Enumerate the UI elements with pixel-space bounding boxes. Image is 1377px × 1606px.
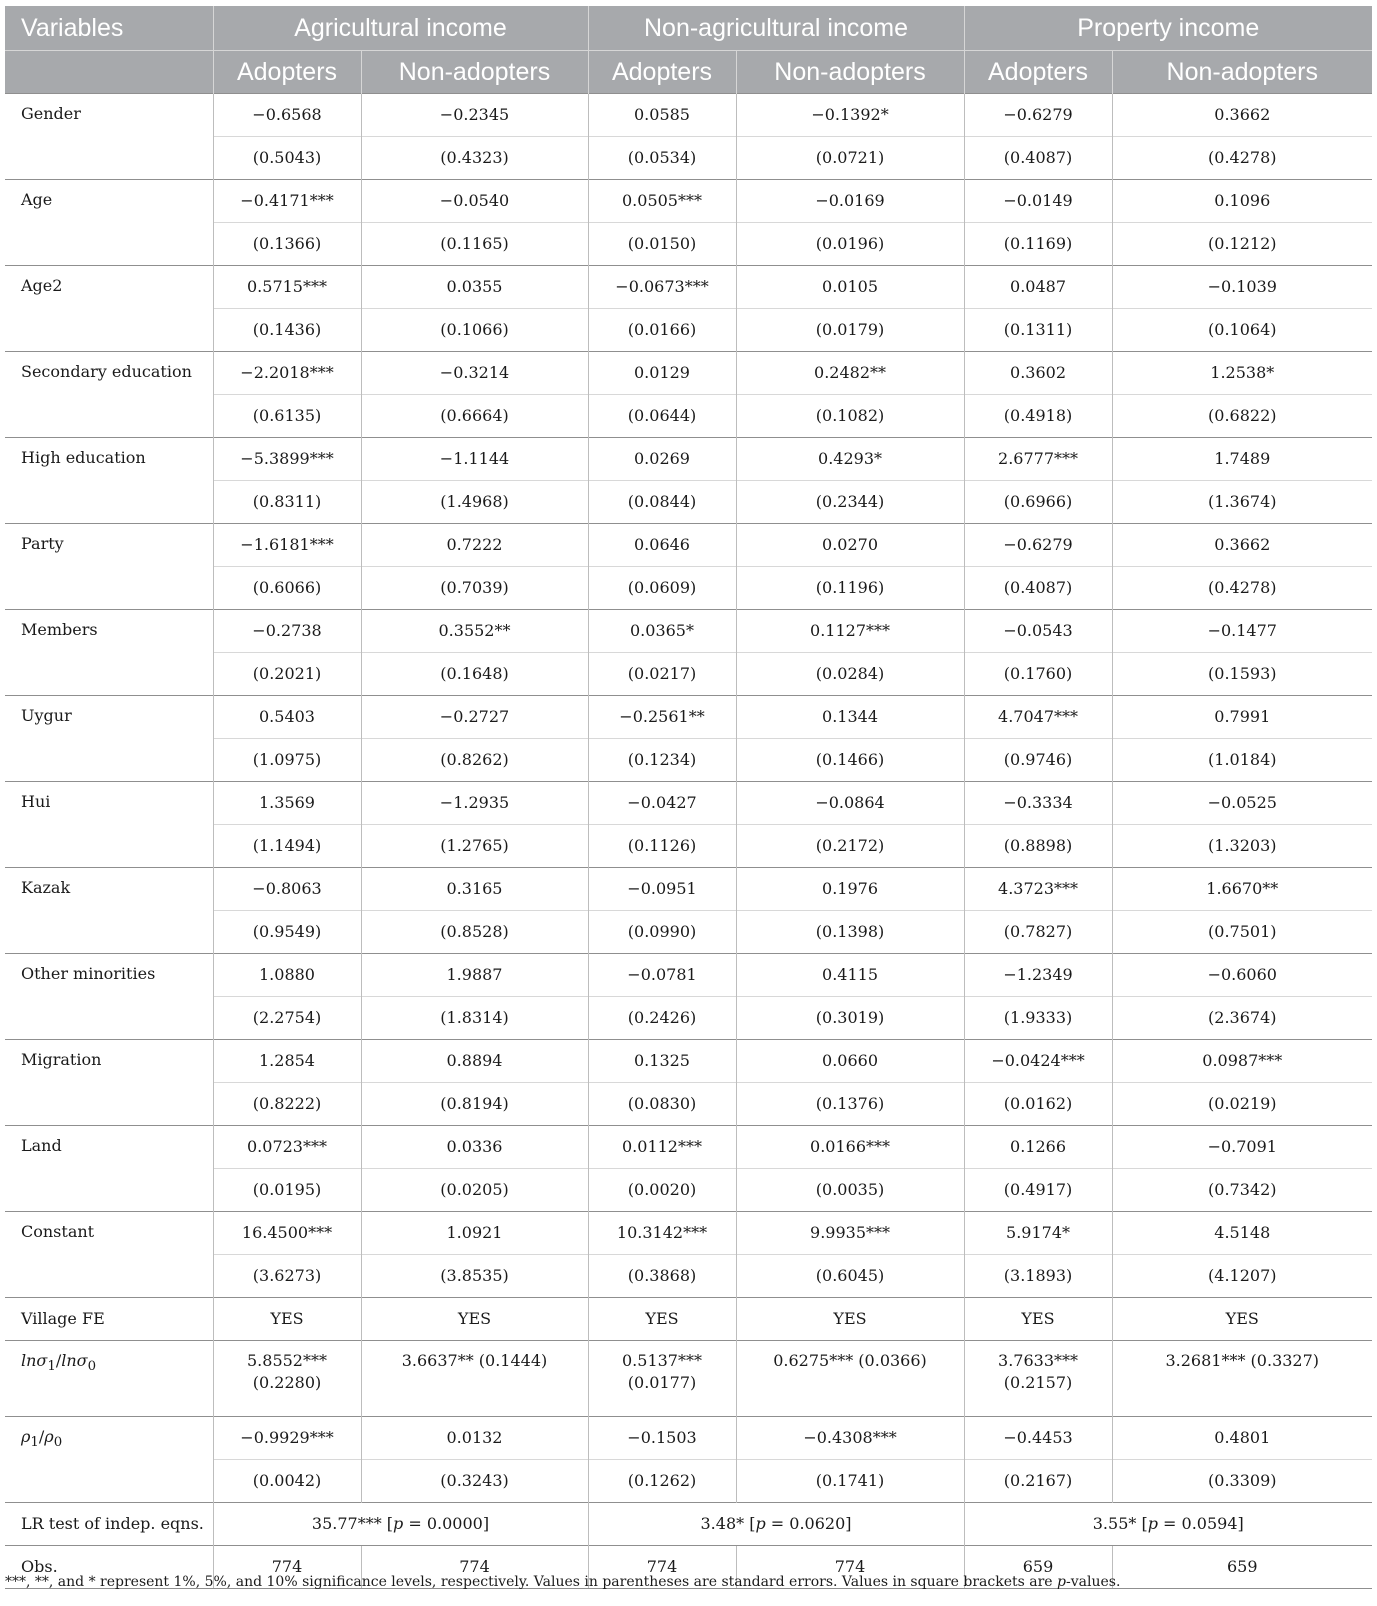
lnsigma-agri-non-adopters — [361, 1341, 588, 1417]
coef-property-adopters: −0.0424*** — [964, 1040, 1112, 1083]
rho-se-agri-non-adopters: (0.3243) — [361, 1460, 588, 1503]
row-label: Members — [5, 610, 213, 696]
coef-agri-non-adopters: −1.1144 — [361, 438, 588, 481]
row-label — [5, 1417, 213, 1503]
lnsigma-value: 0.5137*** — [622, 1351, 702, 1370]
fe-nonagri-non-adopters: YES — [736, 1298, 964, 1341]
coef-property-adopters: 0.0487 — [964, 266, 1112, 309]
slash: / — [55, 1351, 62, 1370]
coef-nonagri-non-adopters: 0.4115 — [736, 954, 964, 997]
header-variables: Variables — [5, 6, 213, 51]
lnsigma-nonagri-adopters — [588, 1341, 736, 1417]
coef-agri-adopters: −1.6181*** — [213, 524, 361, 567]
coef-agri-adopters: 1.3569 — [213, 782, 361, 825]
row-label: Constant — [5, 1212, 213, 1298]
coef-property-non-adopters: −0.0525 — [1112, 782, 1372, 825]
se-property-adopters: (0.8898) — [964, 825, 1112, 868]
lr-p: p — [1147, 1514, 1158, 1533]
se-nonagri-adopters: (0.0534) — [588, 137, 736, 180]
coef-property-adopters: 4.3723*** — [964, 868, 1112, 911]
coef-agri-non-adopters: 0.3552** — [361, 610, 588, 653]
ln-text: ln — [61, 1351, 77, 1370]
coef-property-non-adopters: 0.7991 — [1112, 696, 1372, 739]
lnsigma-property-non-adopters — [1112, 1341, 1372, 1417]
table-row — [5, 94, 1372, 137]
se-property-adopters: (0.7827) — [964, 911, 1112, 954]
coef-property-non-adopters: −0.1477 — [1112, 610, 1372, 653]
se-agri-non-adopters: (0.1648) — [361, 653, 588, 696]
se-nonagri-non-adopters: (0.1082) — [736, 395, 964, 438]
coef-agri-non-adopters: 1.0921 — [361, 1212, 588, 1255]
lnsigma-value: 5.8552*** — [247, 1351, 327, 1370]
row-label: Uygur — [5, 696, 213, 782]
footnote-end: -values. — [1066, 1574, 1121, 1590]
se-agri-non-adopters: (0.4323) — [361, 137, 588, 180]
slash: / — [38, 1427, 45, 1446]
results-table-container — [5, 6, 1372, 1589]
se-nonagri-non-adopters: (0.1376) — [736, 1083, 964, 1126]
table-row — [5, 868, 1372, 911]
coef-agri-adopters: 1.2854 — [213, 1040, 361, 1083]
sigma-text: σ — [36, 1351, 48, 1370]
coef-property-adopters: −1.2349 — [964, 954, 1112, 997]
lr-stat: 3.55* [ — [1092, 1514, 1148, 1533]
lnsigma-value: 3.2681*** (0.3327) — [1165, 1351, 1320, 1370]
lnsigma-value: 3.6637** (0.1444) — [401, 1351, 548, 1370]
se-nonagri-non-adopters: (0.0284) — [736, 653, 964, 696]
se-agri-non-adopters: (1.4968) — [361, 481, 588, 524]
coef-property-non-adopters: 1.7489 — [1112, 438, 1372, 481]
table-row — [5, 1126, 1372, 1169]
se-nonagri-non-adopters: (0.0721) — [736, 137, 964, 180]
se-nonagri-non-adopters: (0.2344) — [736, 481, 964, 524]
table-row — [5, 1040, 1372, 1083]
rho-coef-property-adopters: −0.4453 — [964, 1417, 1112, 1460]
lnsigma-value: (0.2280) — [252, 1373, 322, 1392]
se-property-adopters: (0.1760) — [964, 653, 1112, 696]
coef-nonagri-adopters: −0.0673*** — [588, 266, 736, 309]
coef-nonagri-adopters: 0.0129 — [588, 352, 736, 395]
se-property-adopters: (0.9746) — [964, 739, 1112, 782]
row-label: Party — [5, 524, 213, 610]
table-row — [5, 696, 1372, 739]
lr-p: p — [755, 1514, 766, 1533]
se-agri-non-adopters: (1.8314) — [361, 997, 588, 1040]
se-property-adopters: (3.1893) — [964, 1255, 1112, 1298]
table-row — [5, 1298, 1372, 1341]
rho-se-property-adopters: (0.2167) — [964, 1460, 1112, 1503]
se-property-adopters: (0.4087) — [964, 567, 1112, 610]
se-nonagri-adopters: (0.0644) — [588, 395, 736, 438]
header-non-agricultural-income: Non-agricultural income — [588, 6, 964, 51]
coef-agri-adopters: −0.8063 — [213, 868, 361, 911]
header-non-adopters: Non-adopters — [1112, 51, 1372, 94]
coef-agri-non-adopters: 0.0336 — [361, 1126, 588, 1169]
table-row — [5, 524, 1372, 567]
se-property-non-adopters: (2.3674) — [1112, 997, 1372, 1040]
table-row — [5, 438, 1372, 481]
rho-se-nonagri-non-adopters: (0.1741) — [736, 1460, 964, 1503]
lnsigma-nonagri-non-adopters — [736, 1341, 964, 1417]
coef-agri-non-adopters: −0.3214 — [361, 352, 588, 395]
coef-property-non-adopters: 0.3662 — [1112, 94, 1372, 137]
table-row — [5, 266, 1372, 309]
row-label: Hui — [5, 782, 213, 868]
coef-property-non-adopters: 4.5148 — [1112, 1212, 1372, 1255]
se-property-adopters: (0.4917) — [964, 1169, 1112, 1212]
lr-test-value-2 — [588, 1503, 964, 1546]
se-agri-non-adopters: (1.2765) — [361, 825, 588, 868]
coef-nonagri-non-adopters: −0.0169 — [736, 180, 964, 223]
rho-se-agri-adopters: (0.0042) — [213, 1460, 361, 1503]
fe-agri-non-adopters: YES — [361, 1298, 588, 1341]
se-nonagri-adopters: (0.1126) — [588, 825, 736, 868]
lr-stat: 35.77*** [ — [311, 1514, 394, 1533]
se-property-adopters: (0.1169) — [964, 223, 1112, 266]
se-agri-adopters: (1.0975) — [213, 739, 361, 782]
obs-nonagri-non-adopters: 774 — [736, 1546, 964, 1589]
coef-property-adopters: 2.6777*** — [964, 438, 1112, 481]
se-property-adopters: (1.9333) — [964, 997, 1112, 1040]
se-agri-adopters: (0.0195) — [213, 1169, 361, 1212]
coef-agri-adopters: 0.5403 — [213, 696, 361, 739]
se-nonagri-adopters: (0.2426) — [588, 997, 736, 1040]
se-nonagri-adopters: (0.0609) — [588, 567, 736, 610]
sub-1: 1 — [47, 1359, 56, 1375]
coef-property-adopters: −0.6279 — [964, 94, 1112, 137]
table-header — [5, 6, 1372, 94]
se-agri-adopters: (0.1366) — [213, 223, 361, 266]
se-property-non-adopters: (1.3674) — [1112, 481, 1372, 524]
coef-nonagri-adopters: −0.2561** — [588, 696, 736, 739]
coef-property-adopters: 0.3602 — [964, 352, 1112, 395]
se-nonagri-non-adopters: (0.0196) — [736, 223, 964, 266]
row-label: Age — [5, 180, 213, 266]
se-agri-adopters: (1.1494) — [213, 825, 361, 868]
lr-p: p — [393, 1514, 404, 1533]
coef-agri-adopters: −2.2018*** — [213, 352, 361, 395]
coef-agri-non-adopters: 1.9887 — [361, 954, 588, 997]
obs-nonagri-adopters: 774 — [588, 1546, 736, 1589]
fe-property-non-adopters: YES — [1112, 1298, 1372, 1341]
header-property-income: Property income — [964, 6, 1372, 51]
coef-agri-non-adopters: 0.0355 — [361, 266, 588, 309]
row-label: Secondary education — [5, 352, 213, 438]
coef-property-non-adopters: 0.1096 — [1112, 180, 1372, 223]
se-nonagri-non-adopters: (0.2172) — [736, 825, 964, 868]
coef-nonagri-adopters: 0.0585 — [588, 94, 736, 137]
table-row — [5, 1341, 1372, 1417]
coef-agri-non-adopters: −0.2345 — [361, 94, 588, 137]
coef-nonagri-non-adopters: 0.1344 — [736, 696, 964, 739]
rho-se-property-non-adopters: (0.3309) — [1112, 1460, 1372, 1503]
se-agri-non-adopters: (0.8528) — [361, 911, 588, 954]
lr-pval: = 0.0620] — [765, 1514, 852, 1533]
coef-property-non-adopters: 0.0987*** — [1112, 1040, 1372, 1083]
se-property-adopters: (0.0162) — [964, 1083, 1112, 1126]
se-agri-adopters: (2.2754) — [213, 997, 361, 1040]
table-footnote — [5, 1574, 1372, 1590]
table-row — [5, 1503, 1372, 1546]
rho-coef-nonagri-adopters: −0.1503 — [588, 1417, 736, 1460]
sigma-text: σ — [76, 1351, 88, 1370]
obs-property-adopters: 659 — [964, 1546, 1112, 1589]
coef-property-adopters: −0.3334 — [964, 782, 1112, 825]
coef-nonagri-non-adopters: 9.9935*** — [736, 1212, 964, 1255]
coef-agri-adopters: 16.4500*** — [213, 1212, 361, 1255]
coef-property-adopters: −0.0149 — [964, 180, 1112, 223]
se-property-non-adopters: (0.4278) — [1112, 137, 1372, 180]
lnsigma-value: (0.2157) — [1003, 1373, 1073, 1392]
se-agri-adopters: (0.5043) — [213, 137, 361, 180]
lr-pval: = 0.0000] — [403, 1514, 490, 1533]
lr-stat: 3.48* [ — [700, 1514, 756, 1533]
se-property-non-adopters: (0.1064) — [1112, 309, 1372, 352]
se-nonagri-adopters: (0.0150) — [588, 223, 736, 266]
table-row — [5, 782, 1372, 825]
coef-agri-adopters: 0.0723*** — [213, 1126, 361, 1169]
se-nonagri-adopters: (0.3868) — [588, 1255, 736, 1298]
se-property-adopters: (0.6966) — [964, 481, 1112, 524]
se-property-non-adopters: (1.0184) — [1112, 739, 1372, 782]
sub-0: 0 — [53, 1435, 63, 1451]
footnote-p: p — [1057, 1574, 1066, 1590]
obs-agri-adopters: 774 — [213, 1546, 361, 1589]
se-agri-adopters: (3.6273) — [213, 1255, 361, 1298]
row-label: Obs. — [5, 1546, 213, 1589]
se-agri-non-adopters: (0.8194) — [361, 1083, 588, 1126]
table-row — [5, 1417, 1372, 1460]
coef-property-non-adopters: −0.1039 — [1112, 266, 1372, 309]
se-property-non-adopters: (0.4278) — [1112, 567, 1372, 610]
header-adopters: Adopters — [588, 51, 736, 94]
lnsigma-value: 3.7633*** — [998, 1351, 1078, 1370]
table-row — [5, 352, 1372, 395]
obs-agri-non-adopters: 774 — [361, 1546, 588, 1589]
lnsigma-value: (0.0177) — [627, 1373, 697, 1392]
se-nonagri-adopters: (0.0830) — [588, 1083, 736, 1126]
se-property-non-adopters: (0.7501) — [1112, 911, 1372, 954]
lr-pval: = 0.0594] — [1157, 1514, 1244, 1533]
se-property-non-adopters: (4.1207) — [1112, 1255, 1372, 1298]
coef-nonagri-adopters: 0.0269 — [588, 438, 736, 481]
se-nonagri-adopters: (0.0990) — [588, 911, 736, 954]
coef-agri-non-adopters: −0.2727 — [361, 696, 588, 739]
rho-se-nonagri-adopters: (0.1262) — [588, 1460, 736, 1503]
se-property-adopters: (0.4087) — [964, 137, 1112, 180]
coef-nonagri-adopters: 0.0505*** — [588, 180, 736, 223]
header-adopters: Adopters — [964, 51, 1112, 94]
header-adopters: Adopters — [213, 51, 361, 94]
coef-property-non-adopters: −0.7091 — [1112, 1126, 1372, 1169]
coef-nonagri-adopters: 0.1325 — [588, 1040, 736, 1083]
se-agri-non-adopters: (0.7039) — [361, 567, 588, 610]
se-agri-non-adopters: (3.8535) — [361, 1255, 588, 1298]
coef-agri-adopters: −5.3899*** — [213, 438, 361, 481]
row-label: Village FE — [5, 1298, 213, 1341]
se-agri-non-adopters: (0.6664) — [361, 395, 588, 438]
se-agri-adopters: (0.8311) — [213, 481, 361, 524]
row-label — [5, 1341, 213, 1417]
coef-agri-adopters: −0.2738 — [213, 610, 361, 653]
coef-property-non-adopters: 1.2538* — [1112, 352, 1372, 395]
rho-coef-agri-adopters: −0.9929*** — [213, 1417, 361, 1460]
se-property-non-adopters: (1.3203) — [1112, 825, 1372, 868]
row-label: Land — [5, 1126, 213, 1212]
table-body — [5, 94, 1372, 1589]
coef-property-adopters: −0.6279 — [964, 524, 1112, 567]
coef-nonagri-non-adopters: −0.1392* — [736, 94, 964, 137]
coef-nonagri-non-adopters: 0.0270 — [736, 524, 964, 567]
sub-1: 1 — [30, 1435, 39, 1451]
se-property-non-adopters: (0.6822) — [1112, 395, 1372, 438]
se-agri-non-adopters: (0.1165) — [361, 223, 588, 266]
se-nonagri-non-adopters: (0.3019) — [736, 997, 964, 1040]
table-row — [5, 1212, 1372, 1255]
coef-nonagri-non-adopters: 0.1127*** — [736, 610, 964, 653]
se-nonagri-adopters: (0.0166) — [588, 309, 736, 352]
coef-nonagri-adopters: 0.0112*** — [588, 1126, 736, 1169]
rho-text: ρ — [44, 1427, 54, 1446]
header-blank — [5, 51, 213, 94]
lnsigma-agri-adopters — [213, 1341, 361, 1417]
coef-agri-adopters: −0.6568 — [213, 94, 361, 137]
row-label: Other minorities — [5, 954, 213, 1040]
sub-0: 0 — [87, 1359, 97, 1375]
coef-agri-adopters: 1.0880 — [213, 954, 361, 997]
se-agri-adopters: (0.8222) — [213, 1083, 361, 1126]
coef-agri-non-adopters: 0.7222 — [361, 524, 588, 567]
row-label: LR test of indep. eqns. — [5, 1503, 213, 1546]
se-property-adopters: (0.4918) — [964, 395, 1112, 438]
se-property-non-adopters: (0.1212) — [1112, 223, 1372, 266]
lnsigma-value: 0.6275*** (0.0366) — [773, 1351, 927, 1370]
coef-property-adopters: 0.1266 — [964, 1126, 1112, 1169]
coef-property-adopters: 4.7047*** — [964, 696, 1112, 739]
coef-agri-non-adopters: −1.2935 — [361, 782, 588, 825]
row-label: High education — [5, 438, 213, 524]
rho-coef-property-non-adopters: 0.4801 — [1112, 1417, 1372, 1460]
se-nonagri-adopters: (0.1234) — [588, 739, 736, 782]
se-nonagri-adopters: (0.0217) — [588, 653, 736, 696]
coef-nonagri-non-adopters: 0.0660 — [736, 1040, 964, 1083]
row-label: Migration — [5, 1040, 213, 1126]
coef-agri-non-adopters: −0.0540 — [361, 180, 588, 223]
se-agri-non-adopters: (0.0205) — [361, 1169, 588, 1212]
ln-text: ln — [21, 1351, 37, 1370]
se-nonagri-non-adopters: (0.1466) — [736, 739, 964, 782]
se-nonagri-non-adopters: (0.6045) — [736, 1255, 964, 1298]
coef-property-non-adopters: 0.3662 — [1112, 524, 1372, 567]
rho-coef-agri-non-adopters: 0.0132 — [361, 1417, 588, 1460]
se-agri-adopters: (0.2021) — [213, 653, 361, 696]
row-label: Gender — [5, 94, 213, 180]
rho-text: ρ — [21, 1427, 31, 1446]
se-agri-adopters: (0.6135) — [213, 395, 361, 438]
se-nonagri-non-adopters: (0.1398) — [736, 911, 964, 954]
se-nonagri-adopters: (0.0020) — [588, 1169, 736, 1212]
se-agri-non-adopters: (0.1066) — [361, 309, 588, 352]
coef-property-non-adopters: −0.6060 — [1112, 954, 1372, 997]
coef-nonagri-adopters: −0.0427 — [588, 782, 736, 825]
coef-nonagri-non-adopters: 0.2482** — [736, 352, 964, 395]
lnsigma-property-adopters — [964, 1341, 1112, 1417]
fe-property-adopters: YES — [964, 1298, 1112, 1341]
table-row — [5, 954, 1372, 997]
coef-property-non-adopters: 1.6670** — [1112, 868, 1372, 911]
se-property-adopters: (0.1311) — [964, 309, 1112, 352]
se-property-non-adopters: (0.1593) — [1112, 653, 1372, 696]
lr-test-value-3 — [964, 1503, 1372, 1546]
table-row — [5, 610, 1372, 653]
se-agri-adopters: (0.9549) — [213, 911, 361, 954]
row-label: Age2 — [5, 266, 213, 352]
coef-nonagri-adopters: −0.0781 — [588, 954, 736, 997]
coef-nonagri-non-adopters: 0.1976 — [736, 868, 964, 911]
se-property-non-adopters: (0.7342) — [1112, 1169, 1372, 1212]
coef-nonagri-adopters: 0.0646 — [588, 524, 736, 567]
coef-agri-adopters: −0.4171*** — [213, 180, 361, 223]
row-label: Kazak — [5, 868, 213, 954]
se-property-non-adopters: (0.0219) — [1112, 1083, 1372, 1126]
se-nonagri-non-adopters: (0.0035) — [736, 1169, 964, 1212]
coef-nonagri-non-adopters: 0.0105 — [736, 266, 964, 309]
coef-agri-non-adopters: 0.3165 — [361, 868, 588, 911]
coef-nonagri-adopters: 0.0365* — [588, 610, 736, 653]
fe-nonagri-adopters: YES — [588, 1298, 736, 1341]
results-table — [5, 6, 1372, 1589]
coef-agri-adopters: 0.5715*** — [213, 266, 361, 309]
coef-nonagri-non-adopters: 0.4293* — [736, 438, 964, 481]
coef-property-adopters: −0.0543 — [964, 610, 1112, 653]
se-agri-adopters: (0.6066) — [213, 567, 361, 610]
header-agricultural-income: Agricultural income — [213, 6, 588, 51]
coef-nonagri-adopters: 10.3142*** — [588, 1212, 736, 1255]
coef-agri-non-adopters: 0.8894 — [361, 1040, 588, 1083]
obs-property-non-adopters: 659 — [1112, 1546, 1372, 1589]
coef-nonagri-non-adopters: −0.0864 — [736, 782, 964, 825]
fe-agri-adopters: YES — [213, 1298, 361, 1341]
se-nonagri-non-adopters: (0.0179) — [736, 309, 964, 352]
coef-nonagri-adopters: −0.0951 — [588, 868, 736, 911]
table-row — [5, 180, 1372, 223]
lr-test-value-1 — [213, 1503, 588, 1546]
header-non-adopters: Non-adopters — [361, 51, 588, 94]
rho-coef-nonagri-non-adopters: −0.4308*** — [736, 1417, 964, 1460]
header-non-adopters: Non-adopters — [736, 51, 964, 94]
se-agri-adopters: (0.1436) — [213, 309, 361, 352]
se-agri-non-adopters: (0.8262) — [361, 739, 588, 782]
coef-nonagri-non-adopters: 0.0166*** — [736, 1126, 964, 1169]
se-nonagri-adopters: (0.0844) — [588, 481, 736, 524]
footnote-text: ***, **, and * represent 1%, 5%, and 10% significance levels, respectively. Values in parentheses are standard errors. Values in square brackets are — [5, 1574, 1058, 1590]
coef-property-adopters: 5.9174* — [964, 1212, 1112, 1255]
se-nonagri-non-adopters: (0.1196) — [736, 567, 964, 610]
